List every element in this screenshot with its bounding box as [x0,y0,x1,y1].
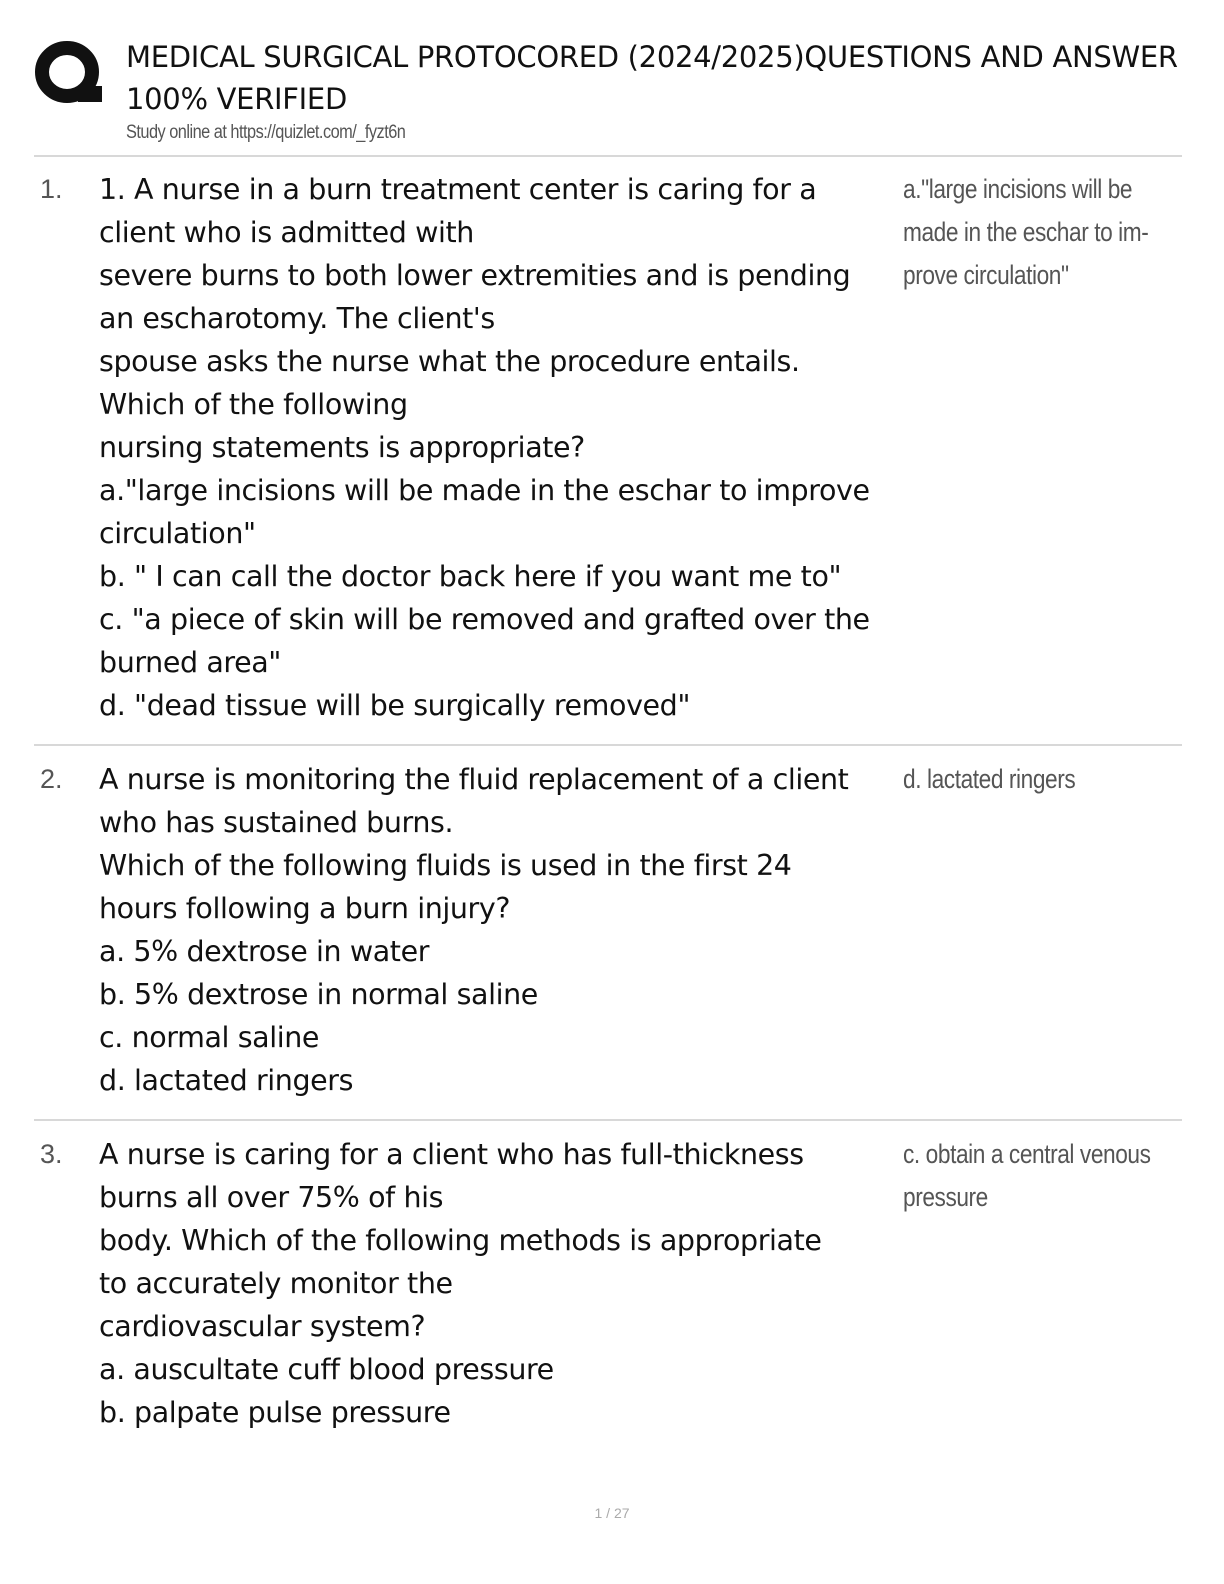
term-line: an escharotomy. The client's [99,302,495,335]
card-term [99,758,899,1102]
term-line: c. "a piece of skin will be removed and grafted over the [99,603,870,636]
term-line: cardiovascular system? [99,1310,426,1343]
card-divider [34,744,1182,746]
card-definition [903,168,1203,297]
term-line: Which of the following [99,388,408,421]
term-line: burns all over 75% of his [99,1181,444,1214]
term-line: b. 5% dextrose in normal saline [99,978,538,1011]
term-line: hours following a burn injury? [99,892,511,925]
card-number: 3. [40,1139,63,1169]
card-term [99,1133,899,1434]
definition-line: a."large incisions will be [903,174,1133,204]
term-line: A nurse is caring for a client who has full-thickness [99,1138,804,1171]
term-line: b. palpate pulse pressure [99,1396,451,1429]
term-line: c. normal saline [99,1021,320,1054]
term-line: client who is admitted with [99,216,474,249]
card-number: 2. [40,764,63,794]
title-line-2: 100% VERIFIED [126,82,347,116]
term-line: who has sustained burns. [99,806,454,839]
term-line: circulation" [99,517,256,550]
term-line: burned area" [99,646,281,679]
term-line: nursing statements is appropriate? [99,431,585,464]
term-line: 1. A nurse in a burn treatment center is caring for a [99,173,817,206]
card-divider [34,1119,1182,1121]
definition-line: pressure [903,1182,988,1212]
card-definition [903,758,1203,801]
title-line-1: MEDICAL SURGICAL PROTOCORED (2024/2025)QUESTIONS AND ANSWER [126,40,1178,74]
definition-line: d. lactated ringers [903,764,1076,794]
study-online-link[interactable]: Study online at https://quizlet.com/_fyzt6n [126,122,406,143]
page-number: 1 / 27 [594,1505,630,1521]
document-title [126,36,1216,120]
header-divider [34,155,1182,157]
term-line: Which of the following fluids is used in the first 24 [99,849,792,882]
term-line: a. 5% dextrose in water [99,935,430,968]
definition-line: made in the eschar to im- [903,217,1149,247]
term-line: severe burns to both lower extremities and is pending [99,259,851,292]
term-line: to accurately monitor the [99,1267,453,1300]
card-definition [903,1133,1203,1219]
card-number: 1. [40,174,63,204]
quizlet-logo-icon [34,38,104,110]
term-line: a. auscultate cuff blood pressure [99,1353,554,1386]
term-line: A nurse is monitoring the fluid replacement of a client [99,763,849,796]
term-line: d. "dead tissue will be surgically removed" [99,689,691,722]
definition-line: c. obtain a central venous [903,1139,1151,1169]
term-line: body. Which of the following methods is appropriate [99,1224,822,1257]
term-line: spouse asks the nurse what the procedure entails. [99,345,800,378]
term-line: d. lactated ringers [99,1064,354,1097]
term-line: a."large incisions will be made in the eschar to improve [99,474,870,507]
definition-line: prove circulation" [903,260,1069,290]
card-term [99,168,899,727]
term-line: b. " I can call the doctor back here if you want me to" [99,560,842,593]
